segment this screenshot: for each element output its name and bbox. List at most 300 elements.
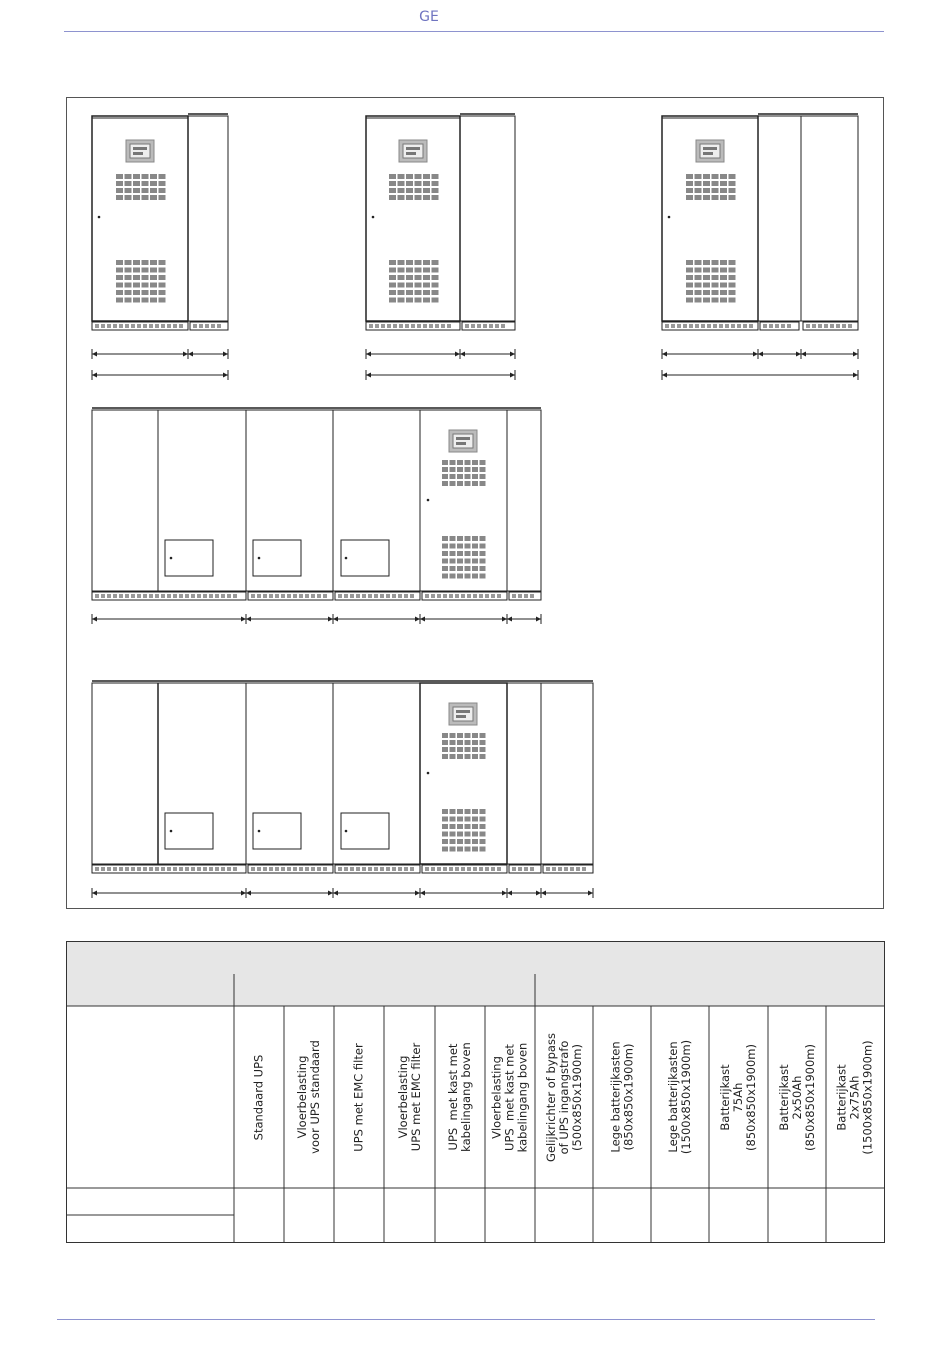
base-slot bbox=[113, 324, 117, 328]
base-slot bbox=[205, 324, 209, 328]
base-slot bbox=[95, 867, 99, 871]
vent-slot bbox=[695, 174, 702, 179]
vent-slot bbox=[159, 275, 166, 280]
base-slot bbox=[131, 324, 135, 328]
arrow-head bbox=[223, 373, 228, 378]
dimension-bottom-row bbox=[420, 888, 507, 898]
vent-slot bbox=[133, 181, 140, 186]
arrow-head bbox=[366, 373, 371, 378]
vent-slot bbox=[472, 536, 478, 541]
vent-slot bbox=[389, 283, 396, 288]
vent-slot bbox=[432, 283, 439, 288]
dimension-c bbox=[758, 349, 801, 359]
base-slot bbox=[787, 324, 791, 328]
vent-slot bbox=[720, 268, 727, 273]
vent-slot bbox=[472, 467, 478, 472]
panel-screen bbox=[130, 144, 150, 158]
base-slot bbox=[387, 324, 391, 328]
base-slot bbox=[431, 867, 435, 871]
vent-slot bbox=[695, 283, 702, 288]
vent-slot bbox=[480, 566, 486, 571]
base-slot bbox=[233, 867, 237, 871]
vent-slot bbox=[695, 298, 702, 303]
vent-slot bbox=[142, 195, 149, 200]
base-slot bbox=[113, 867, 117, 871]
base-slot bbox=[257, 867, 261, 871]
base-slot bbox=[399, 324, 403, 328]
vent-slot bbox=[720, 181, 727, 186]
base-slot bbox=[683, 324, 687, 328]
vent-slot bbox=[125, 188, 132, 193]
dimension-b bbox=[366, 349, 460, 359]
vent-slot bbox=[442, 467, 448, 472]
base-slot bbox=[362, 594, 366, 598]
arrow-head bbox=[246, 617, 251, 622]
vent-slot bbox=[686, 298, 693, 303]
vent-slot bbox=[406, 195, 413, 200]
vent-slot bbox=[116, 188, 123, 193]
base-slot bbox=[380, 594, 384, 598]
battery-door bbox=[341, 540, 389, 576]
base-slot bbox=[137, 867, 141, 871]
vent-slot bbox=[686, 260, 693, 265]
base-slot bbox=[725, 324, 729, 328]
vent-slot bbox=[406, 290, 413, 295]
base-slot bbox=[203, 867, 207, 871]
base-slot bbox=[818, 324, 822, 328]
arrow-head bbox=[507, 891, 512, 896]
base-slot bbox=[570, 867, 574, 871]
battery-row-bottom bbox=[92, 681, 593, 864]
vent-slot bbox=[472, 817, 478, 822]
vent-slot bbox=[150, 195, 157, 200]
base-slot bbox=[677, 324, 681, 328]
base-slot bbox=[143, 594, 147, 598]
base-outline bbox=[462, 322, 515, 330]
base-ups-b bbox=[366, 322, 460, 330]
base-slot bbox=[558, 867, 562, 871]
arrow-head bbox=[366, 352, 371, 357]
vent-slot bbox=[406, 298, 413, 303]
arrow-head bbox=[536, 891, 541, 896]
vent-slot bbox=[125, 283, 132, 288]
panel-line bbox=[133, 152, 143, 155]
vent-slot bbox=[712, 195, 719, 200]
handle-dot bbox=[258, 830, 261, 833]
handle-dot bbox=[668, 216, 671, 219]
ups-upper-vent bbox=[442, 460, 486, 486]
panel-line bbox=[406, 152, 416, 155]
vent-slot bbox=[398, 260, 405, 265]
vent-slot bbox=[142, 283, 149, 288]
vent-slot bbox=[432, 260, 439, 265]
arrow-head bbox=[460, 352, 465, 357]
vent-slot bbox=[389, 275, 396, 280]
base-slot bbox=[405, 324, 409, 328]
handle-dot bbox=[345, 830, 348, 833]
panel-screen bbox=[403, 144, 423, 158]
base-slot bbox=[443, 867, 447, 871]
vent-slot bbox=[415, 283, 422, 288]
base-slot bbox=[393, 324, 397, 328]
vent-slot bbox=[703, 298, 710, 303]
side-cabinet-b bbox=[460, 116, 515, 321]
base-slot bbox=[449, 594, 453, 598]
vent-slot bbox=[450, 460, 456, 465]
vent-slot bbox=[720, 283, 727, 288]
vent-slot bbox=[457, 809, 463, 814]
base-slot bbox=[743, 324, 747, 328]
base-slot bbox=[447, 324, 451, 328]
base-slot bbox=[489, 324, 493, 328]
dimension-b-total bbox=[366, 370, 515, 380]
vent-slot bbox=[398, 268, 405, 273]
base-slot bbox=[731, 324, 735, 328]
base-slot bbox=[848, 324, 852, 328]
vent-slot bbox=[125, 268, 132, 273]
base-slot bbox=[287, 867, 291, 871]
vent-slot bbox=[423, 195, 430, 200]
base-slot bbox=[233, 594, 237, 598]
vent-slot bbox=[442, 740, 448, 745]
base-slot bbox=[411, 324, 415, 328]
panel-line bbox=[456, 715, 466, 718]
vent-slot bbox=[389, 181, 396, 186]
arrow-head bbox=[662, 352, 667, 357]
vent-slot bbox=[423, 181, 430, 186]
base-wide bbox=[92, 865, 246, 873]
handle-dot bbox=[170, 557, 173, 560]
vent-slot bbox=[389, 188, 396, 193]
base-slot bbox=[193, 324, 197, 328]
base-slot bbox=[199, 324, 203, 328]
vent-slot bbox=[703, 181, 710, 186]
table-grid bbox=[66, 941, 885, 1243]
vent-slot bbox=[472, 460, 478, 465]
vent-slot bbox=[465, 559, 471, 564]
base-slot bbox=[812, 324, 816, 328]
vent-slot bbox=[406, 283, 413, 288]
vent-slot bbox=[423, 268, 430, 273]
base-slot bbox=[323, 867, 327, 871]
vent-slot bbox=[729, 174, 736, 179]
arrow-head bbox=[333, 891, 338, 896]
vent-slot bbox=[442, 559, 448, 564]
vent-slot bbox=[457, 847, 463, 852]
base-slot bbox=[707, 324, 711, 328]
vent-slot bbox=[159, 174, 166, 179]
base-slot bbox=[185, 867, 189, 871]
vent-slot bbox=[480, 817, 486, 822]
base-slot bbox=[429, 324, 433, 328]
vent-slot bbox=[465, 536, 471, 541]
base-slot bbox=[251, 867, 255, 871]
vent-slot bbox=[415, 174, 422, 179]
vent-slot bbox=[389, 174, 396, 179]
vent-slot bbox=[423, 188, 430, 193]
base-slot bbox=[483, 324, 487, 328]
vent-slot bbox=[480, 536, 486, 541]
base-slot bbox=[392, 594, 396, 598]
vent-slot bbox=[125, 260, 132, 265]
vent-slot bbox=[116, 298, 123, 303]
vent-slot bbox=[720, 298, 727, 303]
base-slot bbox=[269, 867, 273, 871]
vent-slot bbox=[406, 174, 413, 179]
vent-slot bbox=[703, 174, 710, 179]
panel-line bbox=[703, 152, 713, 155]
vent-slot bbox=[116, 275, 123, 280]
vent-slot bbox=[729, 268, 736, 273]
vent-slot bbox=[442, 847, 448, 852]
base-slot bbox=[305, 867, 309, 871]
vent-slot bbox=[150, 275, 157, 280]
arrow-head bbox=[536, 617, 541, 622]
arrow-head bbox=[415, 891, 420, 896]
vent-slot bbox=[480, 460, 486, 465]
base-slot bbox=[251, 594, 255, 598]
vent-slot bbox=[159, 195, 166, 200]
base-slot bbox=[263, 594, 267, 598]
vent-slot bbox=[142, 174, 149, 179]
vent-slot bbox=[450, 467, 456, 472]
vent-slot bbox=[686, 174, 693, 179]
base-slot bbox=[137, 324, 141, 328]
base-slot bbox=[143, 867, 147, 871]
base-slot bbox=[257, 594, 261, 598]
base-slot bbox=[368, 594, 372, 598]
base-slot bbox=[350, 867, 354, 871]
base-slot bbox=[344, 594, 348, 598]
vent-slot bbox=[150, 268, 157, 273]
ups-control-panel-icon bbox=[449, 430, 477, 452]
vent-slot bbox=[150, 290, 157, 295]
dimension-bottom-row bbox=[507, 888, 541, 898]
base-slot bbox=[713, 324, 717, 328]
vent-slot bbox=[686, 268, 693, 273]
arrow-head bbox=[420, 891, 425, 896]
vent-slot bbox=[406, 188, 413, 193]
vent-slot bbox=[450, 747, 456, 752]
column-header: Vloerbelasting UPS met EMC filter bbox=[395, 1042, 423, 1152]
vent-slot bbox=[480, 740, 486, 745]
base-ups-a bbox=[92, 322, 188, 330]
vent-slot bbox=[450, 809, 456, 814]
vent-slot bbox=[415, 275, 422, 280]
dimension-middle-row bbox=[420, 614, 507, 624]
base-batt bbox=[335, 865, 420, 873]
base-slot bbox=[209, 867, 213, 871]
arrow-head bbox=[796, 352, 801, 357]
base-slot bbox=[107, 867, 111, 871]
vent-slot bbox=[480, 474, 486, 479]
vent-slot bbox=[142, 298, 149, 303]
vent-slot bbox=[465, 747, 471, 752]
vent-slot bbox=[712, 290, 719, 295]
vent-slot bbox=[398, 195, 405, 200]
base-slot bbox=[431, 594, 435, 598]
base-slot bbox=[665, 324, 669, 328]
battery-cabinet bbox=[246, 683, 333, 864]
vent-slot bbox=[116, 195, 123, 200]
vent-slot bbox=[423, 275, 430, 280]
vent-slot bbox=[465, 481, 471, 486]
base-slot bbox=[441, 324, 445, 328]
vent-slot bbox=[472, 740, 478, 745]
base-slot bbox=[293, 594, 297, 598]
base-slot bbox=[467, 594, 471, 598]
vent-slot bbox=[457, 460, 463, 465]
base-slot bbox=[317, 867, 321, 871]
vent-slot bbox=[480, 847, 486, 852]
base-slot bbox=[497, 594, 501, 598]
vent-slot bbox=[423, 290, 430, 295]
base-slot bbox=[137, 594, 141, 598]
base-slot bbox=[221, 594, 225, 598]
base-slot bbox=[423, 324, 427, 328]
vent-slot bbox=[472, 824, 478, 829]
arrow-head bbox=[758, 352, 763, 357]
vent-slot bbox=[398, 181, 405, 186]
base-slot bbox=[530, 594, 534, 598]
vent-slot bbox=[133, 195, 140, 200]
vent-slot bbox=[442, 839, 448, 844]
base-slot bbox=[437, 867, 441, 871]
vent-slot bbox=[480, 733, 486, 738]
vent-slot bbox=[712, 188, 719, 193]
base-slot bbox=[368, 867, 372, 871]
arrow-head bbox=[801, 352, 806, 357]
vent-slot bbox=[465, 809, 471, 814]
base-slot bbox=[443, 594, 447, 598]
base-slot bbox=[167, 594, 171, 598]
vent-slot bbox=[423, 283, 430, 288]
base-slot bbox=[211, 324, 215, 328]
arrow-head bbox=[541, 891, 546, 896]
ups-control-panel-icon bbox=[696, 140, 724, 162]
vent-slot bbox=[465, 574, 471, 579]
dimension-middle-row bbox=[333, 614, 420, 624]
vent-slot bbox=[159, 188, 166, 193]
base-slot bbox=[477, 324, 481, 328]
arrow-head bbox=[92, 352, 97, 357]
base-slot bbox=[435, 324, 439, 328]
vent-slot bbox=[472, 832, 478, 837]
vent-slot bbox=[450, 847, 456, 852]
vent-slot bbox=[389, 298, 396, 303]
base-slot bbox=[491, 867, 495, 871]
vent-slot bbox=[125, 290, 132, 295]
dimension-b bbox=[460, 349, 515, 359]
base-slot bbox=[209, 594, 213, 598]
vent-slot bbox=[159, 290, 166, 295]
vent-slot bbox=[450, 733, 456, 738]
vent-slot bbox=[729, 275, 736, 280]
base-slot bbox=[119, 324, 123, 328]
vent-slot bbox=[703, 290, 710, 295]
vent-slot bbox=[686, 181, 693, 186]
arrow-head bbox=[510, 352, 515, 357]
base-slot bbox=[485, 867, 489, 871]
base-slot bbox=[161, 594, 165, 598]
base-slot bbox=[737, 324, 741, 328]
vent-slot bbox=[472, 847, 478, 852]
vent-slot bbox=[415, 290, 422, 295]
base-slot bbox=[781, 324, 785, 328]
vent-slot bbox=[406, 181, 413, 186]
base-slot bbox=[131, 867, 135, 871]
panel-line bbox=[456, 437, 470, 440]
vent-slot bbox=[729, 260, 736, 265]
vent-slot bbox=[712, 268, 719, 273]
vent-slot bbox=[720, 174, 727, 179]
base-ups bbox=[422, 865, 507, 873]
vent-slot bbox=[472, 754, 478, 759]
base-slot bbox=[101, 324, 105, 328]
vent-slot bbox=[389, 195, 396, 200]
battery-cabinet bbox=[333, 683, 420, 864]
vent-slot bbox=[729, 298, 736, 303]
dimension-c-total bbox=[662, 370, 858, 380]
vent-slot bbox=[480, 809, 486, 814]
vent-slot bbox=[457, 467, 463, 472]
base-slot bbox=[125, 324, 129, 328]
vent-slot bbox=[125, 174, 132, 179]
vent-slot bbox=[712, 174, 719, 179]
vent-slot bbox=[116, 290, 123, 295]
base-slot bbox=[701, 324, 705, 328]
vent-slot bbox=[712, 181, 719, 186]
base-slot bbox=[149, 594, 153, 598]
vent-slot bbox=[729, 181, 736, 186]
column-header: UPS met kast met kabelingang boven bbox=[445, 1042, 473, 1152]
vent-slot bbox=[465, 839, 471, 844]
arrow-head bbox=[853, 373, 858, 378]
vent-slot bbox=[406, 275, 413, 280]
arrow-head bbox=[188, 352, 193, 357]
base-slot bbox=[836, 324, 840, 328]
ups-control-panel-icon bbox=[399, 140, 427, 162]
vent-slot bbox=[480, 467, 486, 472]
dimension-table bbox=[66, 941, 885, 1243]
vent-slot bbox=[472, 747, 478, 752]
base-side bbox=[543, 865, 593, 873]
ups-lower-vent bbox=[442, 536, 486, 579]
base-slot bbox=[161, 867, 165, 871]
vent-slot bbox=[703, 195, 710, 200]
battery-door bbox=[341, 813, 389, 849]
base-slot bbox=[161, 324, 165, 328]
vent-slot bbox=[686, 188, 693, 193]
vent-slot bbox=[142, 181, 149, 186]
base-slot bbox=[380, 867, 384, 871]
dimension-c bbox=[801, 349, 858, 359]
handle-dot bbox=[258, 557, 261, 560]
base-slot bbox=[449, 867, 453, 871]
vent-slot bbox=[450, 559, 456, 564]
vent-slot bbox=[695, 188, 702, 193]
vent-slot bbox=[457, 740, 463, 745]
base-slot bbox=[281, 594, 285, 598]
base-slot bbox=[374, 594, 378, 598]
vent-slot bbox=[442, 824, 448, 829]
vent-slot bbox=[450, 574, 456, 579]
vent-slot bbox=[472, 574, 478, 579]
dimension-bottom-row bbox=[541, 888, 593, 898]
vent-slot bbox=[442, 754, 448, 759]
vent-slot bbox=[720, 195, 727, 200]
base-slot bbox=[518, 594, 522, 598]
